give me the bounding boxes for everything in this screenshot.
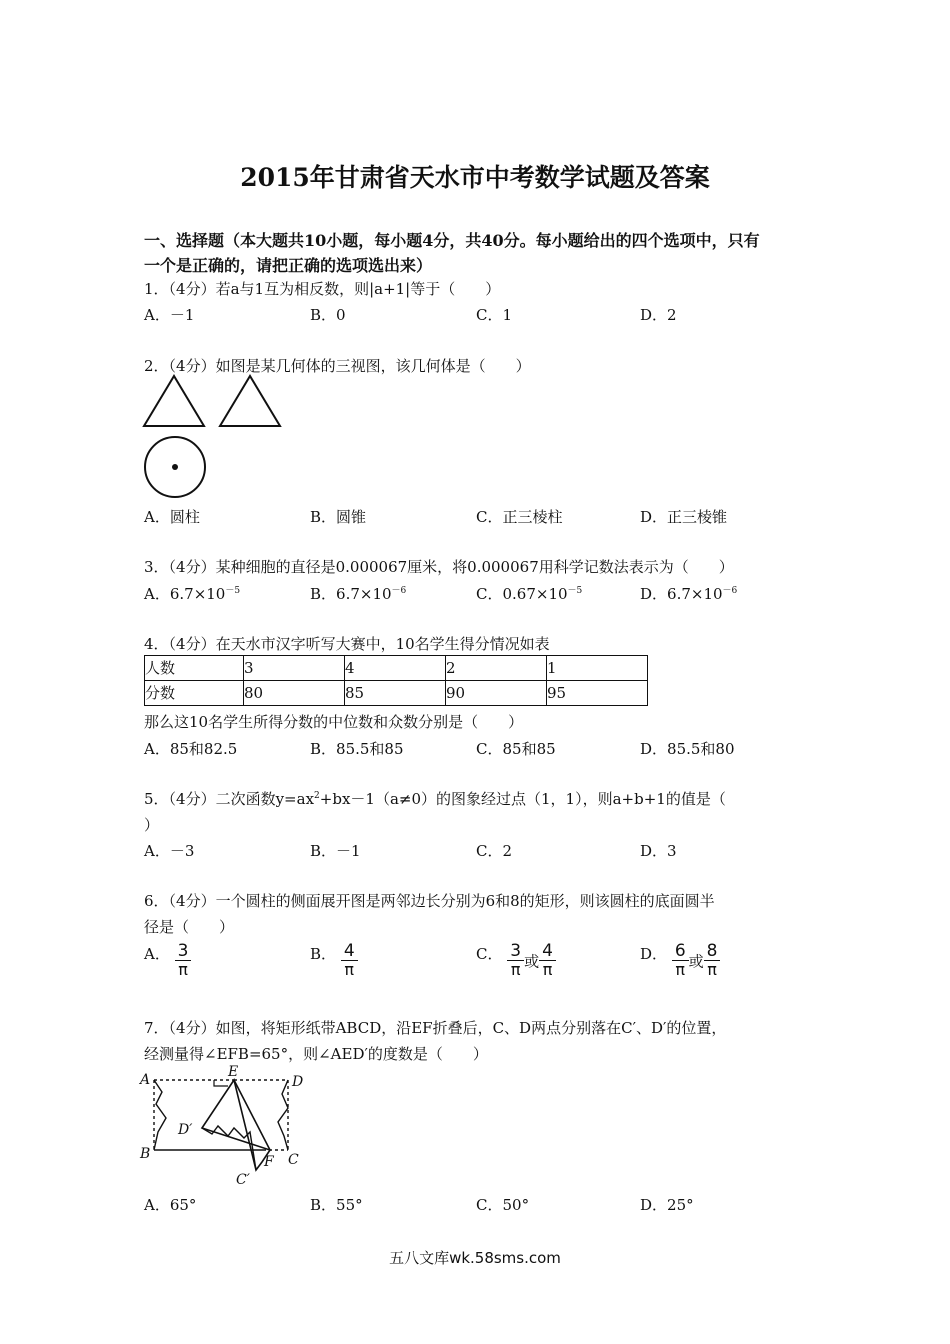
q6-option-c-or: 或: [524, 952, 540, 971]
fraction-denominator: π: [675, 960, 686, 979]
question-1-stem: 1．（4分）若a与1互为相反数，则|a+1|等于（ ）: [144, 280, 501, 298]
label-F: F: [264, 1154, 274, 1170]
q2-option-b: B．圆锥: [310, 508, 367, 526]
q3-option-b-base: B．6.7×10: [310, 585, 392, 603]
q2-option-d: D．正三棱锥: [640, 508, 728, 526]
label-E: E: [228, 1064, 239, 1080]
q1-option-c: C．1: [476, 306, 513, 324]
q1-option-d: D．2: [640, 306, 677, 324]
table-cell: 95: [547, 681, 648, 706]
q5-option-b: B．－1: [310, 842, 361, 860]
q1-option-a: A．－1: [144, 306, 195, 324]
table-cell: 4: [345, 656, 446, 681]
table-cell: 1: [547, 656, 648, 681]
fraction-denominator: π: [510, 960, 521, 979]
folded-strip-figure: [138, 1062, 308, 1192]
table-row: [145, 656, 648, 681]
q4-option-d: D．85.5和80: [640, 740, 735, 758]
q6-option-b-label: B．: [310, 945, 337, 963]
fraction-numerator: 8: [704, 943, 721, 961]
table-cell: 80: [244, 681, 345, 706]
question-6-stem-line1: 6．（4分）一个圆柱的侧面展开图是两邻边长分别为6和8的矩形，则该圆柱的底面圆半: [144, 892, 715, 910]
question-5-stem: [144, 788, 726, 809]
page-footer: 五八文库wk.58sms.com: [389, 1249, 561, 1267]
q5-option-d: D．3: [640, 842, 677, 860]
q3-option-a: [144, 583, 240, 604]
q6-option-d: [640, 943, 720, 979]
q7-option-b: B．55°: [310, 1196, 363, 1214]
q6-option-c-fraction-1: [507, 943, 524, 979]
q5-option-c: C．2: [476, 842, 513, 860]
section-heading-line2: 一个是正确的，请把正确的选项选出来）: [144, 256, 433, 275]
q4-option-b: B．85.5和85: [310, 740, 404, 758]
question-7-stem-line2: 经测量得∠EFB=65°，则∠AED′的度数是（ ）: [144, 1045, 488, 1063]
q6-option-a: [144, 943, 191, 979]
q5-option-a: A．－3: [144, 842, 195, 860]
fraction-denominator: π: [707, 960, 717, 979]
question-3-stem: 3．（4分）某种细胞的直径是0.000067厘米，将0.000067用科学记数法表示为（ ）: [144, 558, 734, 576]
q3-option-b-exponent: －6: [391, 586, 407, 596]
q3-option-d-exponent: －6: [722, 586, 738, 596]
section-heading-line1: 一、选择题（本大题共10小题，每小题4分，共40分。每小题给出的四个选项中，只有: [144, 231, 760, 250]
q3-option-b: [310, 583, 406, 604]
three-view-figure: [140, 372, 290, 502]
q3-option-c-exponent: －5: [567, 586, 583, 596]
q6-option-a-fraction: [175, 943, 192, 979]
question-6-stem-line2: 径是（ ）: [144, 918, 235, 936]
page-title: 2015年甘肃省天水市中考数学试题及答案: [240, 163, 710, 192]
q5-stem-post: +bx－1（a≠0）的图象经过点（1，1），则a+b+1的值是（: [319, 790, 726, 808]
question-4-stem: 4．（4分）在天水市汉字听写大赛中，10名学生得分情况如表: [144, 635, 550, 653]
q4-option-a: A．85和82.5: [144, 740, 238, 758]
table-cell: 90: [446, 681, 547, 706]
q6-option-d-or: 或: [688, 952, 704, 971]
top-view-center-dot: [172, 464, 178, 470]
question-7-stem-line1: 7．（4分）如图，将矩形纸带ABCD，沿EF折叠后，C、D两点分别落在C′、D′的位置，: [144, 1019, 727, 1037]
q3-option-c: [476, 583, 582, 604]
score-table: [144, 655, 648, 706]
side-view-triangle: [220, 376, 280, 426]
folded-flap: [202, 1080, 270, 1170]
q3-option-d: [640, 583, 737, 604]
table-row: [145, 681, 648, 706]
q5-stem-pre: 5．（4分）二次函数y=ax: [144, 790, 315, 808]
fraction-denominator: π: [178, 960, 188, 979]
fraction-denominator: π: [344, 960, 355, 979]
front-view-triangle: [144, 376, 204, 426]
table-cell: 85: [345, 681, 446, 706]
q3-option-a-base: A．6.7×10: [144, 585, 226, 603]
q6-option-d-fraction-2: [704, 943, 721, 979]
fraction-numerator: 4: [341, 943, 358, 961]
q3-option-d-base: D．6.7×10: [640, 585, 723, 603]
q2-option-c: C．正三棱柱: [476, 508, 563, 526]
question-5-stem-line2: ）: [144, 816, 160, 834]
q7-option-c: C．50°: [476, 1196, 530, 1214]
table-cell: 分数: [145, 681, 244, 706]
q2-option-a: A．圆柱: [144, 508, 200, 526]
q6-option-c-fraction-2: [539, 943, 556, 979]
table-cell: 3: [244, 656, 345, 681]
label-C-prime: C′: [236, 1172, 250, 1188]
q6-option-c: [476, 943, 556, 979]
angle-marker: [214, 1080, 228, 1086]
label-C: C: [288, 1152, 299, 1168]
table-cell: 人数: [145, 656, 244, 681]
q6-option-c-label: C．: [476, 945, 503, 963]
fraction-numerator: 6: [672, 943, 689, 961]
label-A: A: [140, 1072, 151, 1088]
q6-option-d-fraction-1: [672, 943, 689, 979]
q4-option-c: C．85和85: [476, 740, 556, 758]
label-D: D: [292, 1074, 304, 1090]
fraction-denominator: π: [542, 960, 553, 979]
question-4-followup: 那么这10名学生所得分数的中位数和众数分别是（ ）: [144, 713, 524, 731]
fraction-numerator: 4: [539, 943, 556, 961]
fraction-numerator: 3: [175, 943, 192, 961]
q6-option-b-fraction: [341, 943, 358, 979]
q3-option-a-exponent: －5: [225, 586, 241, 596]
q5-stem-sup: 2: [314, 791, 320, 801]
flap-zigzag-edge: [202, 1126, 256, 1170]
q3-option-c-base: C．0.67×10: [476, 585, 568, 603]
fraction-numerator: 3: [507, 943, 524, 961]
label-B: B: [140, 1146, 151, 1162]
q6-option-d-label: D．: [640, 945, 668, 963]
q6-option-a-label: A．: [144, 945, 170, 963]
table-cell: 2: [446, 656, 547, 681]
q1-option-b: B．0: [310, 306, 346, 324]
left-zigzag-edge: [154, 1080, 166, 1150]
question-2-stem: 2．（4分）如图是某几何体的三视图，该几何体是（ ）: [144, 357, 531, 375]
label-D-prime: D′: [178, 1122, 193, 1138]
q6-option-b: [310, 943, 358, 979]
right-zigzag-edge: [278, 1080, 288, 1150]
q7-option-a: A．65°: [144, 1196, 197, 1214]
q7-option-d: D．25°: [640, 1196, 694, 1214]
